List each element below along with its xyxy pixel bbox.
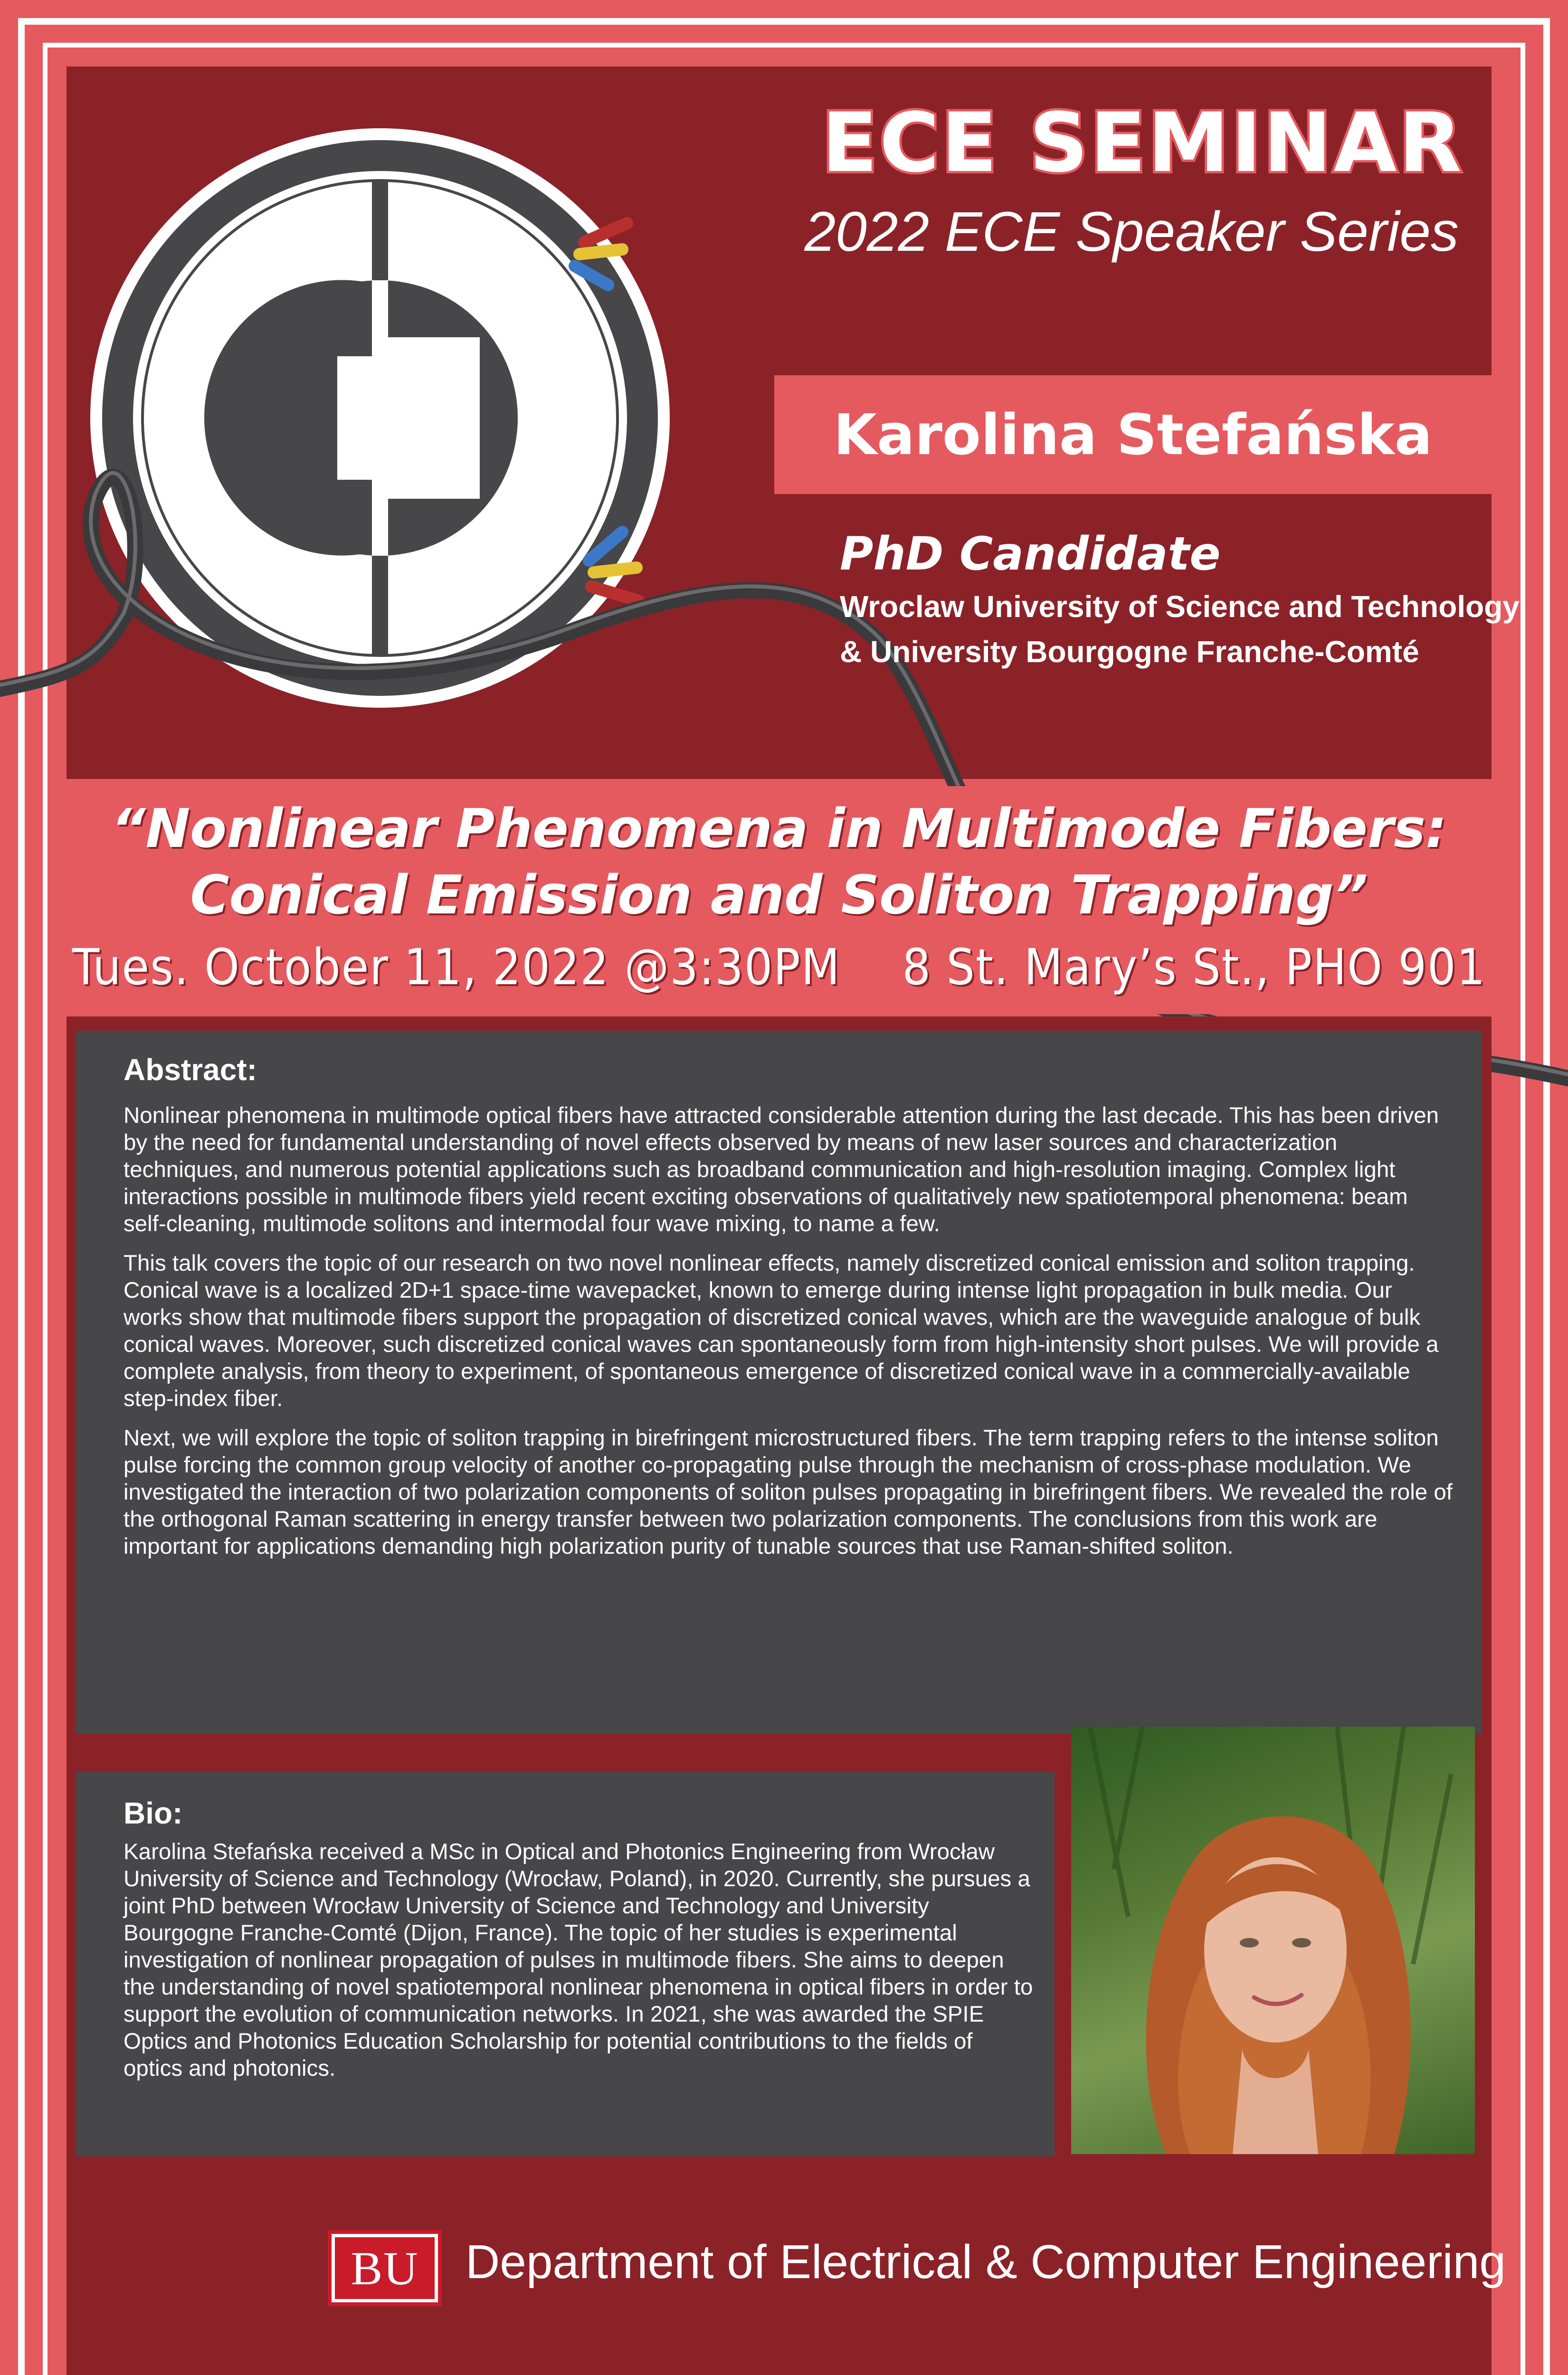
speaker-photo-illustration [1071, 1727, 1475, 2154]
speaker-series-subtitle: 2022 ECE Speaker Series [804, 200, 1459, 263]
talk-when-where [67, 938, 1492, 996]
abstract-body [124, 1102, 1454, 1572]
speaker-affiliation-1: Wroclaw University of Science and Technology [840, 589, 1520, 624]
talk-title-line-1: “Nonlinear Phenomena in Multimode Fibers: [111, 798, 1447, 860]
speaker-name: Karolina Stefańska [833, 402, 1433, 467]
bu-logo-text: BU [335, 2237, 435, 2299]
abstract-heading: Abstract: [124, 1053, 257, 1087]
bio-body: Karolina Stefańska received a MSc in Optical and Photonics Engineering from Wrocław University of Science and Technology (Wrocław, Poland), in 2020. Currently, she pursues a joint PhD between Wrocław University of Science and Technology and University Bourgogne Franche-Comté (Dijon, France). The topic of her studies is experimental investigation of nonlinear propagation of pulses in multimode fibers. She aims to deepen the understanding of novel spatiotemporal nonlinear phenomena in optical fibers in order to support the evolution of communication networks. In 2021, she was awarded the SPIE Optics and Photonics Education Scholarship for potential contributions to the fields of optics and photonics. [124, 1839, 1033, 2081]
seminar-title: ECE SEMINAR [821, 95, 1463, 190]
department-name: Department of Electrical & Computer Engineering [466, 2235, 1506, 2289]
bu-logo-icon [328, 2230, 442, 2306]
talk-location: 8 St. Mary’s St., PHO 901 [902, 938, 1486, 996]
speaker-affiliation-2: & University Bourgogne Franche-Comté [840, 635, 1419, 669]
abstract-paragraph-2: This talk covers the topic of our research on two novel nonlinear effects, namely discretized conical emission and soliton trapping. Conical wave is a localized 2D+1 space-time wavepacket, known to emerge during intense light propagation in bulk media. Our works show that multimode fibers support the propagation of discretized conical waves, which are the waveguide analogue of bulk conical waves. Moreover, such discretized conical waves can spontaneously form from high-intensity short pulses. We will provide a complete analysis, from theory to experiment, of spontaneous emergence of discretized conical wave in a commercially-available step-index fiber. [124, 1251, 1439, 1411]
abstract-paragraph-1: Nonlinear phenomena in multimode optical fibers have attracted considerable attention during the last decade. This has been driven by the need for fundamental understanding of novel effects observed by means of new laser sources and characterization techniques, and numerous potential applications such as broadband communication and high-resolution imaging. Complex light interactions possible in multimode fibers yield recent exciting observations of qualitatively new spatiotemporal phenomena: beam self-cleaning, multimode solitons and intermodal four wave mixing, to name a few. [124, 1103, 1439, 1236]
bio-heading: Bio: [124, 1796, 183, 1830]
speaker-photo [1071, 1727, 1475, 2154]
speaker-role: PhD Candidate [840, 527, 1221, 580]
talk-date-time: Tues. October 11, 2022 @3:30PM [72, 938, 841, 996]
ece-cable-logo-icon [71, 109, 689, 727]
talk-title-line-2: Conical Emission and Soliton Trapping” [190, 864, 1368, 926]
abstract-paragraph-3: Next, we will explore the topic of soliton trapping in birefringent microstructured fibers. The term trapping refers to the intense soliton pulse forcing the common group velocity of another co-propagating pulse through the mechanism of cross-phase modulation. We investigated the interaction of two polarization components of soliton pulses propagating in birefringent fibers. We revealed the role of the orthogonal Raman scattering in energy transfer between two polarization components. The conclusions from this work are important for applications demanding high polarization purity of tunable sources that use Raman-shifted soliton. [124, 1425, 1453, 1559]
speaker-name-box [774, 375, 1492, 494]
